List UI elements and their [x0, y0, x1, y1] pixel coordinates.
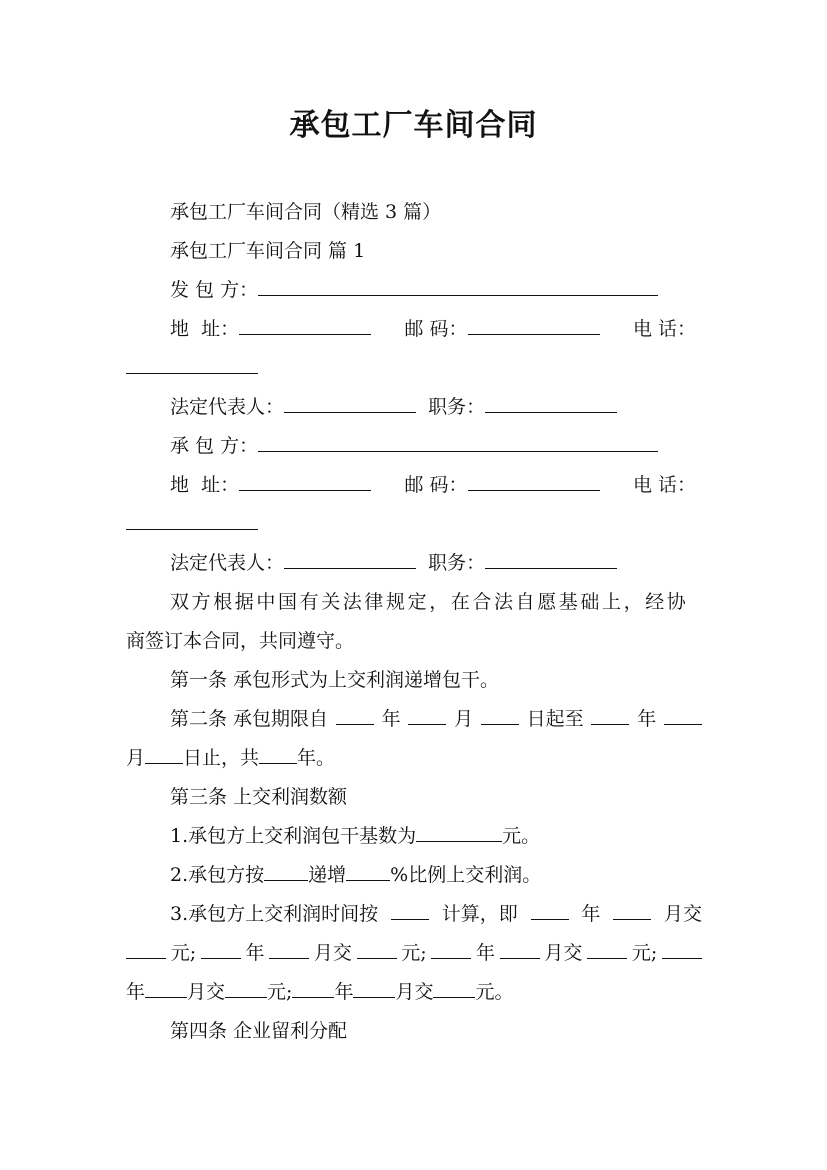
blank-field	[126, 512, 258, 530]
contract-line-segment	[405, 317, 600, 341]
contract-line-segment	[405, 473, 600, 497]
body-paragraph: 商签订本合同，共同遵守。	[126, 630, 355, 652]
label-text: 年	[126, 981, 146, 1003]
label-text: 3.承包方上交利润时间按	[170, 903, 379, 925]
label-text: 元。	[502, 825, 541, 847]
contract-line	[170, 551, 617, 575]
article-four: 第四条 企业留利分配	[170, 1020, 348, 1042]
label-text: 年	[476, 942, 496, 964]
blank-field	[587, 941, 627, 959]
blank-field	[357, 941, 397, 959]
blank-field	[613, 902, 651, 920]
blank-field	[201, 941, 241, 959]
label-text: 年	[637, 708, 657, 730]
blank-field	[259, 746, 297, 764]
clause-line	[170, 824, 540, 848]
contract-line	[126, 512, 258, 536]
contract-line	[126, 356, 258, 380]
clause-line	[170, 902, 702, 926]
label-text: 月交	[395, 981, 434, 1003]
label-text: 元;	[170, 942, 197, 964]
label-text: 年	[381, 708, 401, 730]
label-text: 日止，共	[183, 747, 260, 769]
label-text: 月交	[544, 942, 583, 964]
label-text: 承 包 方：	[170, 435, 259, 457]
label-text: 第二条 承包期限自	[170, 708, 329, 730]
contract-line-segment	[170, 317, 371, 341]
section-heading: 承包工厂车间合同 篇 1	[170, 240, 366, 262]
blank-field	[468, 317, 600, 335]
blank-field	[591, 707, 629, 725]
label-text: 日起至	[526, 708, 584, 730]
label-text: 邮 码：	[404, 474, 468, 496]
label-text: 月	[126, 747, 146, 769]
label-text: 1.承包方上交利润包干基数为	[170, 825, 417, 847]
blank-field	[481, 707, 519, 725]
blank-field	[485, 395, 617, 413]
clause-line	[126, 980, 513, 1004]
label-text: 元;	[631, 942, 658, 964]
blank-field	[225, 980, 267, 998]
label-text: 月交	[313, 942, 352, 964]
blank-field	[433, 980, 475, 998]
document-title: 承包工厂车间合同	[289, 108, 538, 143]
blank-field	[416, 824, 502, 842]
blank-field	[662, 941, 702, 959]
label-text: 地 址：	[170, 474, 240, 496]
blank-field	[284, 551, 416, 569]
label-text: 元;	[401, 942, 427, 964]
subtitle-line: 承包工厂车间合同（精选 3 篇）	[170, 201, 442, 223]
label-text: 邮 码：	[404, 318, 468, 340]
article-one: 第一条 承包形式为上交利润递增包干。	[170, 669, 500, 691]
blank-field	[292, 980, 334, 998]
blank-field	[431, 941, 471, 959]
blank-field	[531, 902, 569, 920]
blank-field	[126, 356, 258, 374]
blank-field	[258, 278, 658, 296]
blank-field	[391, 902, 429, 920]
contract-line	[170, 395, 617, 419]
label-text: 月交	[187, 981, 226, 1003]
blank-field	[239, 473, 371, 491]
blank-field	[145, 746, 183, 764]
blank-field	[408, 707, 446, 725]
blank-field	[264, 863, 308, 881]
contract-line	[170, 473, 696, 497]
blank-field	[468, 473, 600, 491]
label-text: 法定代表人：	[170, 396, 285, 418]
blank-field	[145, 980, 187, 998]
label-text: 年	[334, 981, 354, 1003]
article-three: 第三条 上交利润数额	[170, 786, 348, 808]
blank-field	[269, 941, 309, 959]
article-two-line	[126, 746, 335, 770]
label-text: 电 话：	[632, 318, 696, 340]
blank-field	[353, 980, 395, 998]
blank-field	[346, 863, 390, 881]
label-text: 计算，即	[441, 903, 518, 925]
label-text: 年	[581, 903, 601, 925]
label-text: 年。	[297, 747, 336, 769]
label-text: 月	[454, 708, 474, 730]
blank-field	[664, 707, 702, 725]
clause-line	[126, 941, 702, 965]
blank-field	[485, 551, 617, 569]
blank-field	[284, 395, 416, 413]
blank-field	[336, 707, 374, 725]
label-text: 月交	[663, 903, 702, 925]
label-text: 递增	[308, 864, 347, 886]
blank-field	[126, 941, 166, 959]
label-text: 2.承包方按	[170, 864, 265, 886]
contract-line	[170, 434, 658, 458]
label-text: 年	[245, 942, 265, 964]
label-text: 地 址：	[170, 318, 240, 340]
label-text: 职务：	[428, 552, 486, 574]
clause-line	[170, 863, 541, 887]
label-text: %比例上交利润。	[390, 864, 542, 886]
body-paragraph: 双方根据中国有关法律规定，在合法自愿基础上，经协	[170, 591, 689, 613]
contract-line	[170, 278, 658, 302]
contract-line-segment	[170, 473, 371, 497]
label-text: 法定代表人：	[170, 552, 285, 574]
label-text: 电 话：	[632, 474, 696, 496]
blank-field	[258, 434, 658, 452]
article-two-line	[170, 707, 702, 731]
contract-line	[170, 317, 696, 341]
blank-field	[500, 941, 540, 959]
label-text: 元。	[475, 981, 514, 1003]
label-text: 职务：	[428, 396, 486, 418]
label-text: 发 包 方：	[170, 279, 259, 301]
label-text: 元;	[267, 981, 293, 1003]
blank-field	[239, 317, 371, 335]
